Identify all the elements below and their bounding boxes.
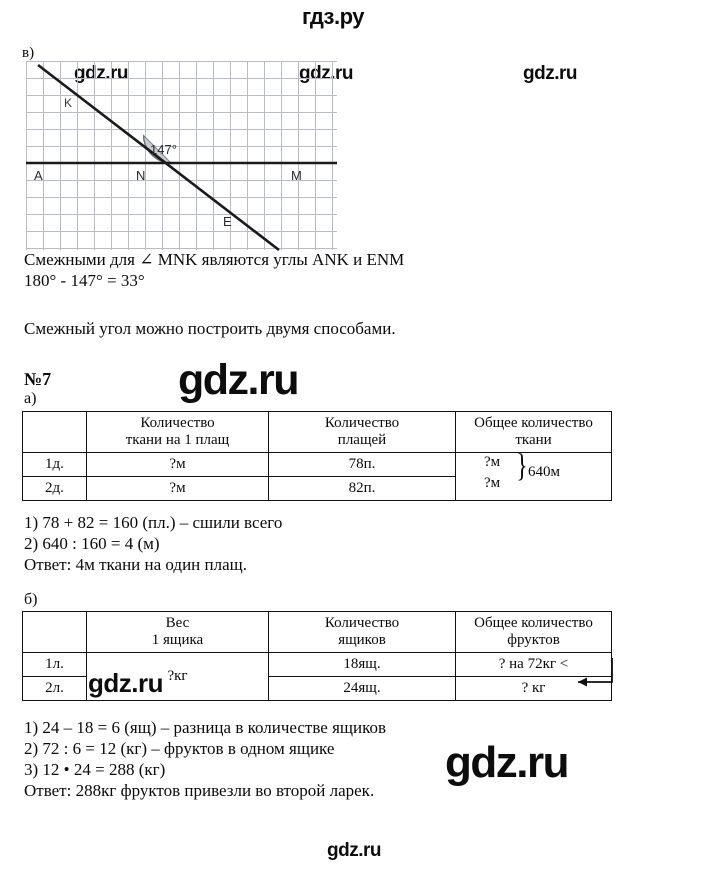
- label-M: M: [291, 168, 302, 183]
- watermark-bottom: gdz.ru: [327, 840, 381, 861]
- cell-total-braced: [456, 448, 612, 501]
- brace-total-value: 640м: [528, 464, 560, 480]
- watermark-row1-left: gdz.ru: [74, 63, 128, 84]
- statement-line-1: Смежными для ∠ MNK являются углы ANK и ENM: [24, 250, 405, 269]
- task-number-heading: №7: [24, 369, 52, 389]
- header-line-2: ткани на 1 плащ: [125, 432, 230, 448]
- part-label-a: а): [24, 390, 37, 407]
- row-label: 1л.: [23, 653, 87, 677]
- cell-per-cloak: ?м: [87, 477, 269, 501]
- header-line-1: Количество: [324, 615, 400, 631]
- solution-b-step-3: 3) 12 • 24 = 288 (кг): [24, 760, 166, 779]
- brace-glyph: }: [516, 448, 528, 484]
- table-cloaks: [22, 411, 612, 501]
- table-a-header-col2: [269, 412, 456, 453]
- table-b-header-col1: [87, 612, 269, 653]
- watermark-row1-center: gdz.ru: [299, 63, 353, 84]
- label-angle: 147°: [150, 142, 177, 157]
- cell-per-cloak: ?м: [87, 453, 269, 477]
- watermark-row1-right: gdz.ru: [523, 63, 577, 84]
- solution-a-answer: Ответ: 4м ткани на один плащ.: [24, 555, 247, 574]
- diagram-part-label: в): [22, 45, 35, 61]
- header-line-2: ящиков: [338, 632, 386, 648]
- geometry-svg: [26, 61, 338, 251]
- table-a-header-col3: [456, 412, 612, 453]
- cell-count: 78п.: [269, 453, 456, 477]
- table-b-header-col2: [269, 612, 456, 653]
- cell-count: 18ящ.: [269, 653, 456, 677]
- cell-total-row1: ? на 72кг <: [456, 653, 612, 677]
- header-line-1: Общее количество: [474, 415, 593, 431]
- part-label-b: б): [24, 591, 38, 608]
- watermark-middle: gdz.ru: [178, 356, 298, 404]
- geometry-diagram: [0, 45, 360, 255]
- watermark-lower-right: gdz.ru: [445, 738, 568, 787]
- row-label: 1д.: [23, 453, 87, 477]
- header-line-1: Количество: [324, 415, 400, 431]
- header-line-2: ткани: [515, 432, 552, 448]
- grid-lines: [26, 61, 337, 250]
- row-label: 2л.: [23, 677, 87, 701]
- solution-a-step-1: 1) 78 + 82 = 160 (пл.) – сшили всего: [24, 513, 283, 532]
- solution-b-step-2: 2) 72 : 6 = 12 (кг) – фруктов в одном ящике: [24, 739, 335, 758]
- solution-a-step-2: 2) 640 : 160 = 4 (м): [24, 534, 160, 553]
- table-a-header-col1: [87, 412, 269, 453]
- table-header-row: [23, 412, 612, 453]
- total-row1-value: ?м: [484, 454, 501, 470]
- cell-count: 82п.: [269, 477, 456, 501]
- table-row: [23, 453, 612, 477]
- total-row2-value: ?м: [484, 475, 501, 491]
- header-line-1: Вес: [165, 615, 190, 631]
- watermark-lower-left: gdz.ru: [88, 668, 163, 698]
- header-line-2: фруктов: [507, 632, 560, 648]
- statement-line-2: 180° - 147° = 33°: [24, 271, 145, 290]
- table-b-header-col3: [456, 612, 612, 653]
- watermark-top: гдз.ру: [302, 4, 364, 29]
- statement-line-3: Смежный угол можно построить двумя способами.: [24, 319, 396, 338]
- header-line-1: Количество: [140, 415, 215, 431]
- table-a-header-blank: [23, 412, 87, 453]
- table-b-header-blank: [23, 612, 87, 653]
- label-N: N: [136, 168, 146, 183]
- header-line-2: плащей: [337, 432, 387, 448]
- label-A: A: [34, 168, 43, 183]
- cell-count: 24ящ.: [269, 677, 456, 701]
- solution-b-answer: Ответ: 288кг фруктов привезли во второй ларек.: [24, 781, 375, 800]
- label-K: K: [64, 96, 73, 110]
- cell-weight-merged: ?кг: [87, 653, 269, 701]
- header-line-1: Общее количество: [474, 615, 593, 631]
- line-KE: [38, 65, 279, 250]
- label-E: E: [223, 214, 232, 229]
- row-label: 2д.: [23, 477, 87, 501]
- cell-total-row2: ? кг: [456, 677, 612, 701]
- header-line-2: 1 ящика: [151, 632, 204, 648]
- solution-b-step-1: 1) 24 – 18 = 6 (ящ) – разница в количестве ящиков: [24, 718, 387, 737]
- table-header-row: [23, 612, 612, 653]
